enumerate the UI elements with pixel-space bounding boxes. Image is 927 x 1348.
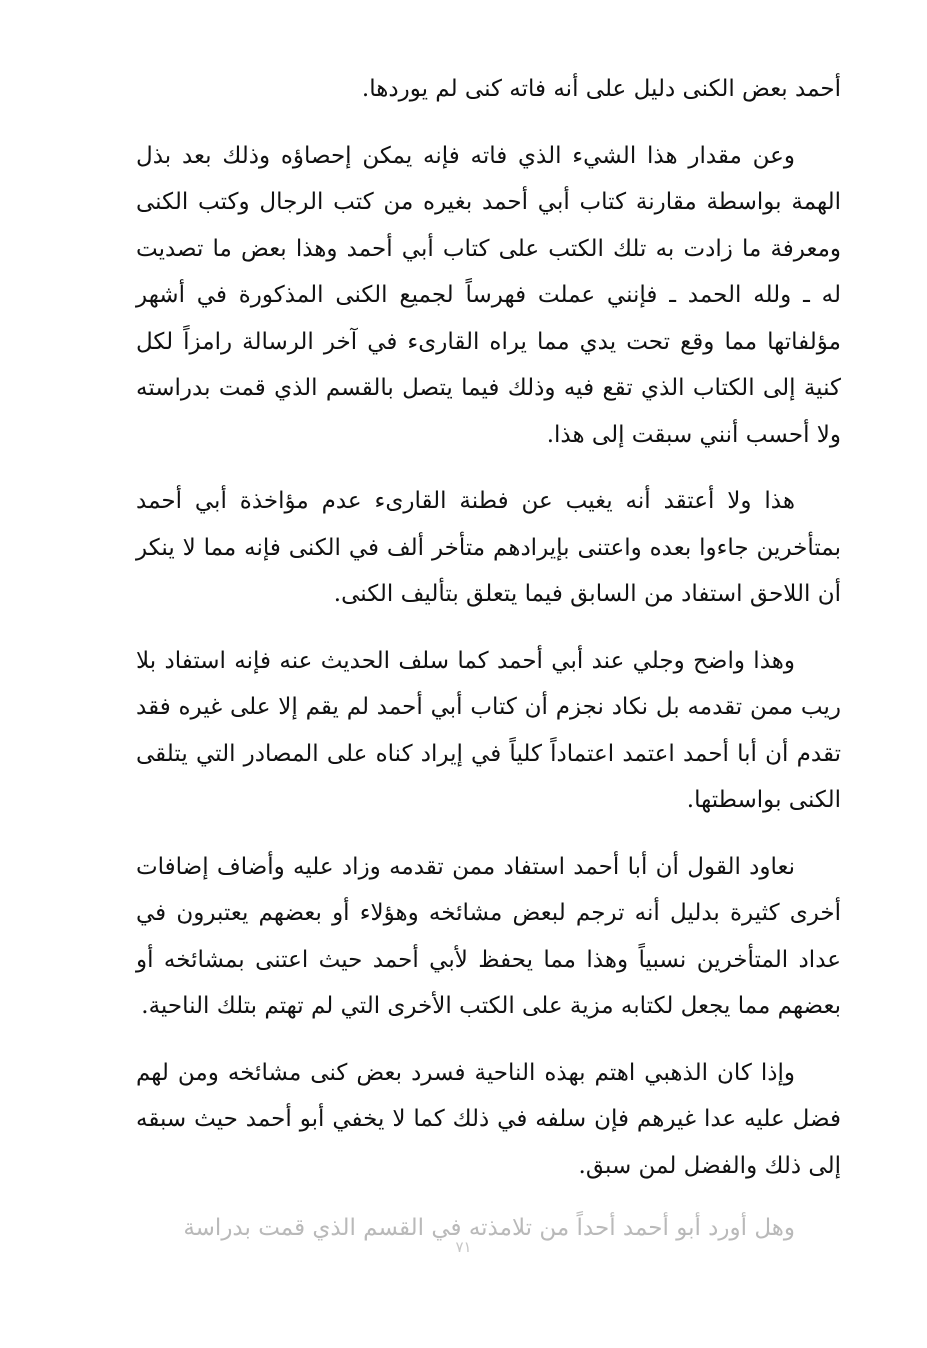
paragraph-later-authors: هذا ولا أعتقد أنه يغيب عن فطنة القارىء عدم مؤاخذة أبي أحمد بمتأخرين جاءوا بعده واعتنى بإيرادهم متأخر ألف في الكنى فإنه مما لا ينكر أن اللاحق استفاد من السابق فيما يتعلق بتأليف الكنى.: [136, 488, 841, 607]
paragraph-additions: نعاود القول أن أبا أحمد استفاد ممن تقدمه وزاد عليه وأضاف إضافات أخرى كثيرة بدليل أنه ترجم لبعض مشائخه وهؤلاء أو بعضهم يعتبرون في عداد المتأخرين نسبياً وهذا مما يحفظ لأبي أحمد حيث اعتنى بمشائخه أو بعضهم مما يجعل لكتابه مزية على الكتب الأخرى التي لم تهتم بتلك الناحية.: [136, 853, 841, 1019]
page-number: ٧١: [455, 1238, 472, 1256]
paragraph-dhahabi: وإذا كان الذهبي اهتم بهذه الناحية فسرد بعض كنى مشائخه ومن لهم فضل عليه عدا غيرهم فإن سلفه في ذلك كما لا يخفي أبو أحمد حيث سبقه إلى ذلك والفضل لمن سبق.: [136, 1059, 841, 1179]
paragraph-continuation: أحمد بعض الكنى دليل على أنه فاته كنى لم يوردها.: [361, 76, 841, 102]
paragraph-faded-last-line: وهل أورد أبو أحمد أحداً من تلامذته في القسم الذي قمت بدراسة: [183, 1215, 795, 1241]
paragraph-counting-missing-kunya: وعن مقدار هذا الشيء الذي فاته فإنه يمكن إحصاؤه وذلك بعد بذل الهمة بواسطة مقارنة كتاب أبي أحمد بغيره من كتب الرجال وكتب الكنى ومعرفة ما زادت به تلك الكتب على كتاب أبي أحمد وهذا بعض ما تصديت له ـ ولله الحمد ـ فإنني عملت فهرساً لجميع الكنى المذكورة في أشهر مؤلفاتها مما وقع تحت يدي مما يراه القارىء في آخر الرسالة رامزاً لكل كنية إلى الكتاب الذي تقع فيه وذلك فيما يتصل بالقسم الذي قمت بدراسته ولا أحسب أنني سبقت إلى هذا.: [136, 142, 841, 448]
paragraph-sources-reliance: وهذا واضح وجلي عند أبي أحمد كما سلف الحديث عنه فإنه استفاد بلا ريب ممن تقدمه بل نكاد نجزم أن كتاب أبي أحمد لم يقم إلا على غيره فقد تقدم أن أبا أحمد اعتمد اعتماداً كلياً في إيراد كناه على المصادر التي يتلقى الكنى بواسطتها.: [136, 647, 841, 813]
